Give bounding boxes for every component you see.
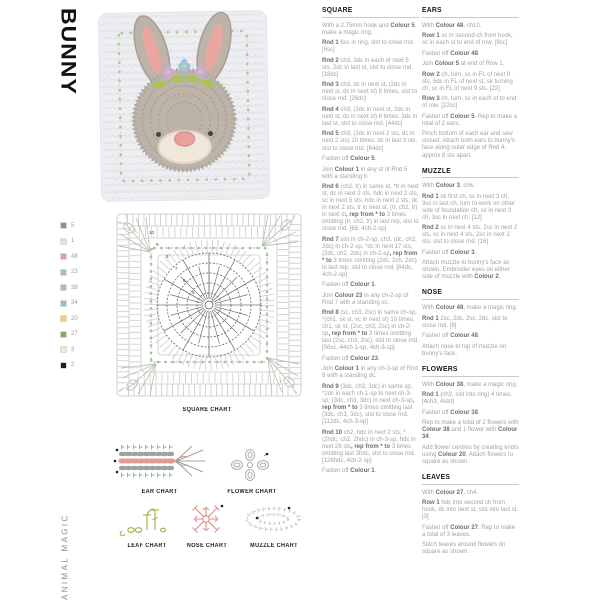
muzzle-chart — [240, 504, 308, 536]
leaf-chart-label: LEAF CHART — [127, 543, 167, 549]
pattern-paragraph: Rnd 7 slst in ch-2-sp, ch3, (dc, ch2, 2dc) in ch-2-sp, *dc in next 17 sts, (2dc, ch2, 2dc) in ch-2-sp, rep from * to 3 times omitting (2dc, 2ch, 2dc) in last rep, slst to close rnd. [84dc, 4ch-2-sp] — [322, 236, 418, 278]
pattern-paragraph: With Colour 38, make a magic ring. — [422, 381, 518, 388]
svg-text:6: 6 — [183, 278, 186, 283]
heading-rule — [322, 17, 419, 18]
section-heading: EARS — [422, 5, 442, 14]
pattern-paragraph: Attach nose to top of muzzle on bunny's face. — [422, 343, 507, 357]
pattern-paragraph: Fasten off Colour 27. Rep to make a total of 3 leaves. — [422, 524, 516, 538]
legend-item — [60, 342, 92, 358]
colour-code: 48 — [71, 253, 78, 260]
pattern-paragraph: Pinch bottom of each ear and sew closed. Attach both ears to bunny's face along outer edge of Rnd 4, approx 8 sts apart. — [422, 131, 515, 159]
legend-item — [60, 358, 92, 374]
muzzle-chart-block — [240, 504, 308, 549]
nose-chart-block — [182, 501, 232, 549]
colour-code: 5 — [71, 222, 75, 229]
round-numbers — [149, 230, 214, 303]
svg-text:9: 9 — [156, 242, 159, 247]
colour-legend — [60, 218, 92, 373]
heading-rule — [422, 17, 519, 18]
heading-rule — [422, 299, 519, 300]
instructions-column-right — [422, 6, 519, 560]
svg-text:7: 7 — [175, 266, 178, 271]
book-footer: ANIMAL MAGIC — [60, 513, 70, 600]
pattern-paragraph: Rnd 2 sc in next 4 sts, 2sc in next 2 sts, sc in next 4 sts, 2sc in next 2 sts, slst to close rnd. [16] — [422, 225, 518, 246]
flower-chart-label: FLOWER CHART — [227, 489, 277, 495]
square-chart-label: SQUARE CHART — [182, 407, 232, 413]
colour-code: 20 — [71, 315, 78, 322]
pattern-paragraph: Rnd 5 ch3, (2dc in next 2 sts, dc in next 2 sts) 10 times, dc in last 3 sts, slst to close rnd. [64dc] — [322, 131, 418, 152]
legend-item — [60, 296, 92, 312]
nose-chart — [182, 501, 232, 536]
pattern-paragraph: With a 2.75mm hook and Colour 5, make a magic ring. — [322, 22, 417, 36]
section-heading: SQUARE — [322, 5, 353, 14]
pattern-paragraph: With Colour 27, ch4. — [422, 489, 479, 496]
pattern-section — [422, 167, 519, 282]
pattern-paragraph: Rnd 3 ch3, dc in next st, (2dc in next st, dc in next st) 8 times, slst to close rnd. [26dc] — [322, 82, 418, 103]
legend-item — [60, 280, 92, 296]
flower-chart — [222, 448, 282, 482]
pattern-paragraph: Fasten off Colour 48. — [422, 333, 480, 340]
colour-code: 27 — [71, 331, 78, 338]
pattern-section — [422, 288, 519, 357]
pattern-paragraph: Rnd 6 (ch2, tr) in same st, *tr in next st, dc in next 2 sts, hdc in next 2 sts, sc in next 5 sts, hdc in next 2 sts, dc in next 2 sts, tr in next st, (tr, ch2, tr) in next st, rep from * to 3 times omitting (tr, ch2, tr) in last rep, slst to close rnd. [68, 4ch-2-sp] — [322, 184, 419, 233]
colour-code: 23 — [71, 269, 78, 276]
colour-swatch — [60, 300, 67, 307]
pattern-section — [422, 6, 519, 160]
heading-rule — [422, 484, 519, 485]
legend-item — [60, 234, 92, 250]
bunny-photo — [94, 6, 320, 210]
pattern-section — [322, 6, 419, 475]
pattern-paragraph: Row 3 ch, turn, sc in each st to end of row. [22sc] — [422, 96, 517, 110]
pattern-paragraph: Row 1 sc in second ch from hook, sc in each st to end of row. [9sc] — [422, 33, 513, 47]
pattern-paragraph: Fasten off Colour 1. — [322, 468, 377, 475]
legend-item — [60, 327, 92, 343]
nose-chart-label: NOSE CHART — [186, 543, 228, 549]
pattern-paragraph: Row 2 ch, turn, sc in FL of next 8 sts, 5dc in FL of next st, sk turning ch, sc in FL of next 9 sts. [22] — [422, 71, 513, 92]
legend-item — [60, 265, 92, 281]
pattern-paragraph: Fasten off Colour 23. — [322, 355, 380, 362]
square-chart-block — [96, 210, 318, 413]
pattern-paragraph: With Colour 48, ch10. — [422, 22, 482, 29]
svg-text:10: 10 — [149, 230, 155, 235]
svg-text:8: 8 — [166, 254, 169, 259]
leaf-chart — [116, 504, 178, 536]
colour-code: 38 — [71, 284, 78, 291]
colour-swatch — [60, 222, 67, 229]
pattern-paragraph: Fasten off Colour 38. — [422, 409, 480, 416]
colour-swatch — [60, 331, 67, 338]
pattern-paragraph: Rnd 4 ch3, (2dc in next st, 2dc in next st, dc in next st) 8 times, 3dc in last st, slst to close rnd. [44dc] — [322, 106, 418, 127]
pattern-paragraph: Rnd 10 ch2, hdc in next 2 sts, *(2hdc, ch2, 2hdc) in ch-3-sp, hdc in next 28 sts, rep from * to 3 times omitting last 3hdc, slst to close rnd. [128hdc, 4ch-2-sp] — [322, 429, 416, 464]
pattern-paragraph: Stitch leaves around flowers on square as shown. — [422, 542, 506, 556]
pattern-paragraph: Join Colour 1 in any ch-3-sp of Rnd 8 with a standing dc. — [322, 366, 418, 380]
pattern-paragraph: Rnd 1 sk first ch, sc in next 3 ch, 3sc in last ch, turn to work on other side of foundation ch, sc in next 3 ch, 3sc in next ch. [12] — [422, 193, 516, 221]
section-heading: LEAVES — [422, 471, 451, 481]
pattern-section — [422, 365, 519, 466]
colour-code: 2 — [71, 362, 75, 369]
pattern-paragraph: Fasten off Colour 48. — [422, 50, 480, 57]
heading-rule — [422, 177, 519, 178]
pattern-paragraph: Rnd 8 (sc, ch3, 2sc) in same ch-sp, *(ch1, sk st, sc in next st) 10 times, ch1, sk st, (2sc, ch3, 2sc) in ch-2-sp, rep from * to 3 times omitting last (2sc, ch3, 2sc), slst to close rnd. [56sc, 44ch-1-sp, 4ch-3-sp] — [322, 310, 419, 352]
pattern-paragraph: Rnd 1 2sc, 2dc, 2sc, 2dc, slst to close rnd. [8] — [422, 315, 508, 329]
pattern-paragraph: Fasten off Colour 5. — [322, 156, 377, 163]
instructions-column-left — [322, 6, 419, 479]
pattern-paragraph: Fasten off Colour 1. — [322, 282, 377, 289]
colour-swatch — [60, 315, 67, 322]
muzzle-chart-label: MUZZLE CHART — [250, 543, 298, 549]
ear-chart-label: EAR CHART — [141, 489, 178, 495]
leaf-chart-block — [116, 504, 178, 549]
colour-swatch — [60, 362, 67, 369]
pattern-paragraph: With Colour 48, make a magic ring. — [422, 305, 518, 312]
pattern-paragraph: Join Colour 5 at end of Row 1. — [422, 61, 505, 68]
pattern-paragraph: Rnd 1 (ch3, slst into ring) 4 times. [4ch3, 4slst] — [422, 392, 513, 406]
colour-code: 1 — [71, 238, 75, 245]
legend-item — [60, 249, 92, 265]
ear-chart — [112, 440, 207, 482]
flower-chart-block — [222, 448, 282, 495]
section-heading: FLOWERS — [422, 363, 458, 373]
pattern-paragraph: Rnd 2 ch3, 3dc in each of next 5 sts, 2dc in last st, slst to close rnd. [18dc] — [322, 57, 414, 78]
pattern-paragraph: Rep to make a total of 2 flowers with Colour 38 and 1 flower with Colour 34. — [422, 420, 519, 441]
colour-swatch — [60, 346, 67, 353]
section-heading: MUZZLE — [422, 165, 451, 175]
svg-text:5: 5 — [192, 290, 195, 295]
svg-text:1: 1 — [211, 298, 214, 303]
colour-swatch — [60, 269, 67, 276]
page-title: BUNNY — [56, 8, 81, 95]
pattern-paragraph: Join Colour 1 in any st of Rnd 5 with a standing tr. — [322, 166, 408, 180]
ear-chart-block — [112, 440, 207, 495]
square-chart — [96, 210, 318, 400]
colour-code: 34 — [71, 300, 78, 307]
pattern-paragraph: Join Colour 23 in any ch-2-sp of Rnd 7 with a standing sc. — [322, 292, 409, 306]
pattern-paragraph: With Colour 3, ch6. — [422, 183, 475, 190]
pattern-paragraph: Add flower centres by creating knots using Colour 20. Attach flowers to square as shown. — [422, 444, 519, 465]
section-heading: NOSE — [422, 287, 443, 297]
centre-rounds — [157, 253, 261, 357]
colour-swatch — [60, 284, 67, 291]
colour-swatch — [60, 253, 67, 260]
legend-item — [60, 311, 92, 327]
pattern-paragraph: Attach muzzle to bunny's face as shown. Embroider eyes on either side of muzzle with Colour 2. — [422, 260, 510, 281]
bunny-nose — [174, 132, 194, 146]
pattern-section — [422, 473, 519, 556]
pattern-paragraph: Rnd 9 (3dc, ch3, 3dc) in same sp, *2dc in each ch-1-sp to next ch-3-sp, (3dc, ch3, 3dc) in next ch-3-sp, rep from * to 3 times omitting last (3dc, ch3, 3dc), slst to close rnd. [112dc, 4ch-3-sp] — [322, 383, 415, 426]
pattern-paragraph: Row 1 hdc into second ch from hook, dc into next st, slst into last st. [3] — [422, 500, 519, 521]
legend-item — [60, 218, 92, 234]
colour-swatch — [60, 238, 67, 245]
heading-rule — [422, 376, 519, 377]
colour-code: 3 — [71, 346, 75, 353]
pattern-paragraph: Rnd 1 6sc in ring, slst to close rnd. [6sc] — [322, 40, 415, 54]
pattern-paragraph: Fasten off Colour 5. Rep to make a total of 2 ears. — [422, 113, 517, 127]
bunny-photo-illustration — [94, 6, 320, 210]
pattern-paragraph: Fasten off Colour 3. — [422, 249, 477, 256]
